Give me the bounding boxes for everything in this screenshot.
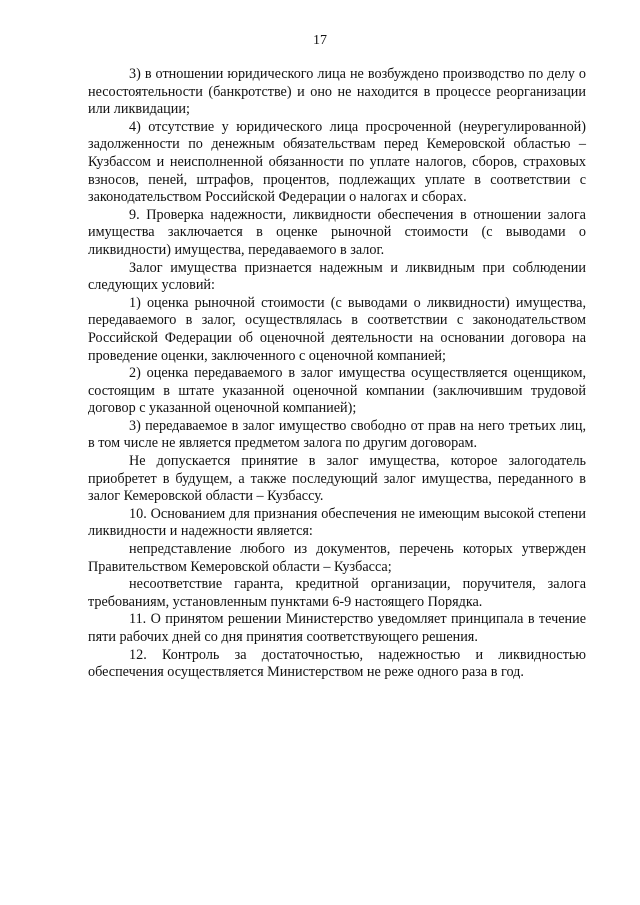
- paragraph-ground-nonconformity: несоответствие гаранта, кредитной организации, поручителя, залога требованиям, установленным пунктами 6-9 настоящего Порядка.: [88, 576, 586, 610]
- paragraph-ground-missing-documents: непредставление любого из документов, перечень которых утвержден Правительством Кемеровской области – Кузбасса;: [88, 541, 586, 575]
- paragraph-pledge-conditions-intro: Залог имущества признается надежным и ликвидным при соблюдении следующих условий:: [88, 259, 586, 294]
- paragraph-3-no-bankruptcy: 3) в отношении юридического лица не возбуждено производство по делу о несостоятельности (банкротстве) и оно не находится в процессе реорганизации или ликвидации;: [88, 66, 586, 118]
- paragraph-condition-3: 3) передаваемое в залог имущество свободно от прав на него третьих лиц, в том числе не является предметом залога по другим договорам.: [88, 417, 586, 452]
- paragraph-future-pledge-ban: Не допускается принятие в залог имущества, которое залогодатель приобретет в будущем, а также последующий залог имущества, переданного в залог Кемеровской области – Кузбассу.: [88, 453, 586, 505]
- page-number: 17: [313, 33, 327, 48]
- paragraph-condition-2: 2) оценка передаваемого в залог имущества осуществляется оценщиком, состоящим в штате указанной оценочной компании (заключившим трудовой договор с указанной оценочной компанией);: [88, 365, 586, 417]
- paragraph-condition-1: 1) оценка рыночной стоимости (с выводами о ликвидности) имущества, передаваемого в залог, осуществлялась в соответствии с законодательством Российской Федерации об оценочной деятельности на основании договора на проведение оценки, заключенного с оценочной компанией;: [88, 294, 586, 364]
- paragraph-4-no-debt: 4) отсутствие у юридического лица просроченной (неурегулированной) задолженности по денежным обязательствам перед Кемеровской областью – Кузбассом и неисполненной обязанности по уплате налогов, сборов, страховых взносов, пеней, штрафов, процентов, подлежащих уплате в соответствии с законодательством Российской Федерации о налогах и сборах.: [88, 118, 586, 206]
- paragraph-9-pledge-check: 9. Проверка надежности, ликвидности обеспечения в отношении залога имущества заключается в оценке рыночной стоимости (с выводами о ликвидности) имущества, передаваемого в залог.: [88, 206, 586, 258]
- paragraph-10-grounds: 10. Основанием для признания обеспечения не имеющим высокой степени ликвидности и надежности является:: [88, 505, 586, 540]
- paragraph-12-control: 12. Контроль за достаточностью, надежностью и ликвидностью обеспечения осуществляется Министерством не реже одного раза в год.: [88, 646, 586, 681]
- paragraph-11-notification: 11. О принятом решении Министерство уведомляет принципала в течение пяти рабочих дней со дня принятия соответствующего решения.: [88, 611, 586, 645]
- document-body: [88, 66, 586, 682]
